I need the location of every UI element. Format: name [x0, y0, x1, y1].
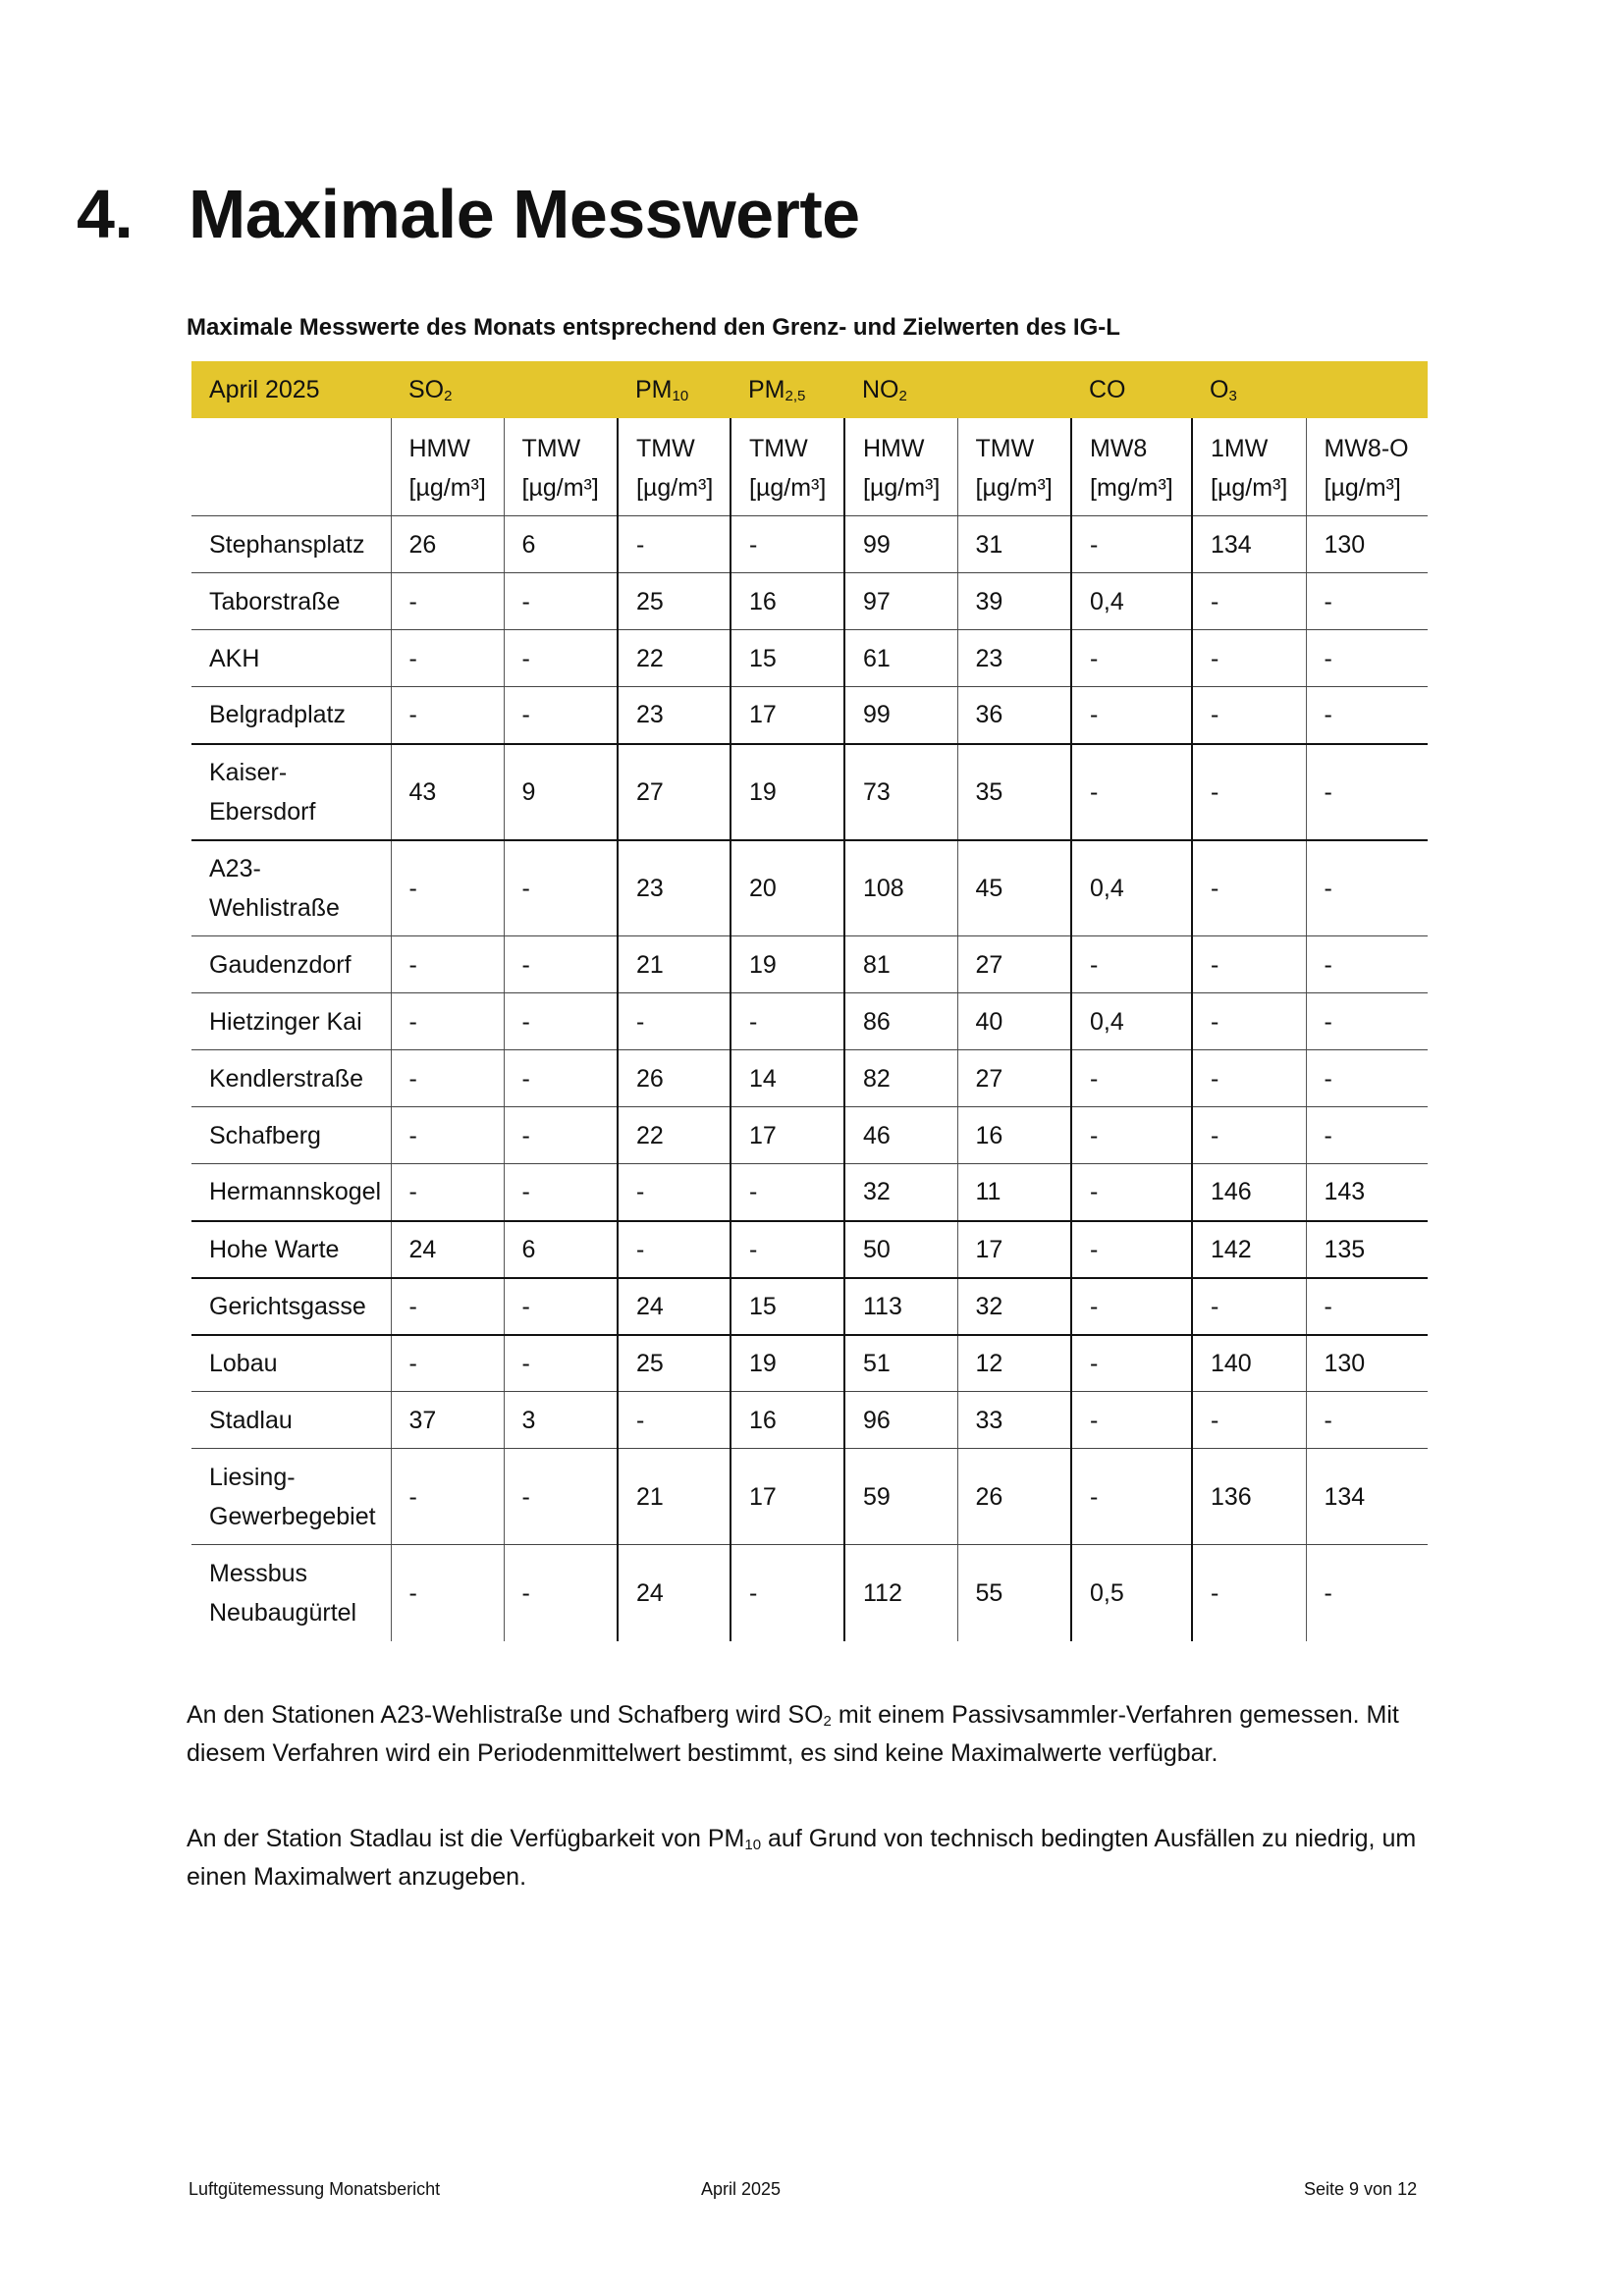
value-cell: 32 — [844, 1164, 957, 1221]
value-cell: - — [618, 1164, 731, 1221]
header-metric-label: 1MW — [1211, 434, 1269, 462]
value-cell: - — [504, 993, 618, 1050]
value-cell: 61 — [844, 630, 957, 687]
value-cell: - — [391, 1107, 504, 1164]
table-row — [191, 1164, 1428, 1221]
value-cell: - — [1306, 840, 1428, 936]
header-metric-unit: [µg/m³] — [408, 473, 486, 502]
value-cell: - — [1071, 630, 1192, 687]
footer-month: April 2025 — [701, 2179, 782, 2199]
value-cell: - — [618, 1392, 731, 1449]
value-cell: - — [391, 573, 504, 630]
station-name — [191, 630, 391, 687]
value-cell: - — [504, 1278, 618, 1335]
value-cell: 24 — [391, 1221, 504, 1278]
station-name — [191, 687, 391, 744]
value-cell: - — [1306, 993, 1428, 1050]
station-name-line: Belgradplatz — [209, 701, 346, 729]
header-metric-label: TMW — [749, 434, 808, 462]
value-cell: 86 — [844, 993, 957, 1050]
station-name-line: Gewerbegebiet — [209, 1502, 376, 1530]
value-cell: 9 — [504, 744, 618, 840]
value-cell: 24 — [618, 1545, 731, 1641]
value-cell: 33 — [957, 1392, 1071, 1449]
value-cell: 130 — [1306, 1335, 1428, 1392]
section-title: Maximale Messwerte — [189, 176, 860, 252]
value-cell: 142 — [1192, 1221, 1306, 1278]
value-cell: - — [504, 687, 618, 744]
station-name — [191, 744, 391, 840]
value-cell: - — [1192, 993, 1306, 1050]
max-values-table — [191, 361, 1428, 1641]
value-cell: 23 — [618, 840, 731, 936]
table-row — [191, 573, 1428, 630]
station-name — [191, 1392, 391, 1449]
header-metric — [1306, 418, 1428, 516]
header-no2: $NO_2$ — [844, 361, 1071, 418]
value-cell: - — [1192, 1107, 1306, 1164]
header-metric-unit: [µg/m³] — [1211, 473, 1288, 502]
value-cell: 0,4 — [1071, 573, 1192, 630]
table-row — [191, 1545, 1428, 1641]
value-cell: 43 — [391, 744, 504, 840]
value-cell: 23 — [618, 687, 731, 744]
value-cell: 113 — [844, 1278, 957, 1335]
value-cell: - — [1071, 1278, 1192, 1335]
header-metric — [731, 418, 844, 516]
value-cell: - — [1306, 1545, 1428, 1641]
table-row — [191, 936, 1428, 993]
header-metric-unit: [µg/m³] — [749, 473, 827, 502]
value-cell: - — [1192, 630, 1306, 687]
value-cell: 21 — [618, 1449, 731, 1545]
station-name-line: Messbus — [209, 1559, 308, 1587]
note-so2-passive-sampler: An den Stationen A23-Wehlistraße und Schafberg wird $SO_2$ mit einem Passivsammler-Verfahren gemessen. Mit diesem Verfahren wird ein Periodenmittelwert bestimmt, es sind keine Maximalwerte verfügbar. — [187, 1701, 1399, 1767]
value-cell: 17 — [731, 1449, 844, 1545]
value-cell: 97 — [844, 573, 957, 630]
value-cell: 23 — [957, 630, 1071, 687]
value-cell: - — [1192, 1545, 1306, 1641]
header-metric-unit: [µg/m³] — [975, 473, 1053, 502]
note-stadlau-pm10: An der Station Stadlau ist die Verfügbarkeit von $PM_{10}$ auf Grund von technisch bedingten Ausfällen zu niedrig, um einen Maximalwert anzugeben. — [187, 1825, 1417, 1891]
station-name — [191, 993, 391, 1050]
station-name-line: Neubaugürtel — [209, 1598, 357, 1627]
value-cell: - — [618, 993, 731, 1050]
value-cell: 19 — [731, 744, 844, 840]
table-row — [191, 1449, 1428, 1545]
value-cell: 99 — [844, 516, 957, 573]
value-cell: 81 — [844, 936, 957, 993]
header-so2: $SO_2$ — [391, 361, 618, 418]
value-cell: 3 — [504, 1392, 618, 1449]
header-metric-unit: [µg/m³] — [1324, 473, 1401, 502]
station-name-line: Gaudenzdorf — [209, 950, 352, 979]
station-name-line: Liesing- — [209, 1463, 296, 1491]
value-cell: 46 — [844, 1107, 957, 1164]
header-station-blank — [191, 418, 391, 516]
table-header-pollutants — [191, 361, 1428, 418]
value-cell: 45 — [957, 840, 1071, 936]
station-name-line: Hermannskogel — [209, 1178, 382, 1206]
section-number: 4. — [77, 176, 134, 252]
table-row — [191, 744, 1428, 840]
value-cell: - — [1071, 1449, 1192, 1545]
station-name — [191, 1278, 391, 1335]
value-cell: - — [391, 840, 504, 936]
value-cell: - — [1306, 1107, 1428, 1164]
value-cell: - — [1306, 1392, 1428, 1449]
value-cell: 31 — [957, 516, 1071, 573]
station-name-line: Schafberg — [209, 1121, 321, 1149]
table-row — [191, 993, 1428, 1050]
value-cell: 130 — [1306, 516, 1428, 573]
value-cell: - — [1306, 936, 1428, 993]
value-cell: 0,4 — [1071, 993, 1192, 1050]
value-cell: 108 — [844, 840, 957, 936]
value-cell: - — [1071, 516, 1192, 573]
value-cell: 21 — [618, 936, 731, 993]
value-cell: 16 — [731, 1392, 844, 1449]
header-metric-unit: [µg/m³] — [521, 473, 599, 502]
value-cell: 15 — [731, 1278, 844, 1335]
station-name-line: Gerichtsgasse — [209, 1292, 366, 1320]
table-caption: Maximale Messwerte des Monats entsprechend den Grenz- und Zielwerten des IG-L — [187, 314, 1120, 341]
value-cell: 17 — [731, 687, 844, 744]
value-cell: - — [391, 1050, 504, 1107]
station-name-line: Stadlau — [209, 1406, 293, 1434]
value-cell: - — [1071, 1392, 1192, 1449]
value-cell: 73 — [844, 744, 957, 840]
value-cell: - — [1071, 936, 1192, 993]
table-row — [191, 1107, 1428, 1164]
value-cell: 134 — [1306, 1449, 1428, 1545]
value-cell: - — [1071, 1335, 1192, 1392]
value-cell: 6 — [504, 516, 618, 573]
header-period: April 2025 — [191, 361, 391, 418]
value-cell: 27 — [957, 936, 1071, 993]
value-cell: 39 — [957, 573, 1071, 630]
header-metric — [957, 418, 1071, 516]
value-cell: 55 — [957, 1545, 1071, 1641]
value-cell: 12 — [957, 1335, 1071, 1392]
value-cell: 26 — [957, 1449, 1071, 1545]
value-cell: 59 — [844, 1449, 957, 1545]
station-name — [191, 1107, 391, 1164]
value-cell: 22 — [618, 1107, 731, 1164]
value-cell: 19 — [731, 1335, 844, 1392]
table-body — [191, 516, 1428, 1641]
table-row — [191, 1392, 1428, 1449]
value-cell: 134 — [1192, 516, 1306, 573]
value-cell: 40 — [957, 993, 1071, 1050]
value-cell: - — [731, 1164, 844, 1221]
header-metric — [844, 418, 957, 516]
value-cell: - — [504, 573, 618, 630]
value-cell: 51 — [844, 1335, 957, 1392]
header-metric-label: TMW — [636, 434, 695, 462]
value-cell: 96 — [844, 1392, 957, 1449]
value-cell: - — [1192, 1278, 1306, 1335]
value-cell: 37 — [391, 1392, 504, 1449]
value-cell: 24 — [618, 1278, 731, 1335]
value-cell: - — [1192, 1392, 1306, 1449]
value-cell: 15 — [731, 630, 844, 687]
table-row — [191, 1050, 1428, 1107]
value-cell: - — [1192, 1050, 1306, 1107]
value-cell: 16 — [957, 1107, 1071, 1164]
header-metric-unit: [mg/m³] — [1090, 473, 1173, 502]
value-cell: 17 — [731, 1107, 844, 1164]
value-cell: - — [1306, 573, 1428, 630]
table-row — [191, 1278, 1428, 1335]
value-cell: 11 — [957, 1164, 1071, 1221]
station-name — [191, 1545, 391, 1641]
value-cell: - — [731, 1545, 844, 1641]
value-cell: 143 — [1306, 1164, 1428, 1221]
value-cell: 19 — [731, 936, 844, 993]
value-cell: - — [391, 1335, 504, 1392]
value-cell: - — [1192, 687, 1306, 744]
station-name-line: Wehlistraße — [209, 893, 340, 922]
value-cell: 50 — [844, 1221, 957, 1278]
value-cell: - — [391, 936, 504, 993]
table-row — [191, 1221, 1428, 1278]
value-cell: - — [1071, 1221, 1192, 1278]
value-cell: 22 — [618, 630, 731, 687]
value-cell: 25 — [618, 1335, 731, 1392]
header-metric-label: TMW — [521, 434, 581, 462]
value-cell: - — [391, 1449, 504, 1545]
value-cell: - — [1306, 687, 1428, 744]
header-o3: $O_3$ — [1192, 361, 1428, 418]
value-cell: - — [1192, 573, 1306, 630]
value-cell: 25 — [618, 573, 731, 630]
header-metric — [1071, 418, 1192, 516]
header-metric — [1192, 418, 1306, 516]
value-cell: - — [731, 1221, 844, 1278]
header-metric-label: MW8-O — [1324, 434, 1409, 462]
value-cell: - — [1192, 840, 1306, 936]
station-name-line: A23- — [209, 854, 261, 882]
station-name — [191, 1449, 391, 1545]
table-row — [191, 687, 1428, 744]
station-name — [191, 573, 391, 630]
value-cell: 135 — [1306, 1221, 1428, 1278]
value-cell: - — [391, 993, 504, 1050]
value-cell: - — [731, 993, 844, 1050]
station-name — [191, 1164, 391, 1221]
value-cell: 0,4 — [1071, 840, 1192, 936]
value-cell: - — [1306, 1278, 1428, 1335]
value-cell: - — [1071, 1107, 1192, 1164]
value-cell: 14 — [731, 1050, 844, 1107]
header-metric-unit: [µg/m³] — [863, 473, 941, 502]
table-row — [191, 840, 1428, 936]
value-cell: - — [504, 1545, 618, 1641]
value-cell: - — [504, 1107, 618, 1164]
value-cell: - — [504, 936, 618, 993]
station-name-line: Hohe Warte — [209, 1235, 340, 1263]
header-co: CO — [1071, 361, 1192, 418]
station-name-line: Hietzinger Kai — [209, 1007, 362, 1036]
value-cell: - — [1306, 744, 1428, 840]
footer-page-number: Seite 9 von 12 — [1304, 2179, 1418, 2199]
header-pm25: $PM_{2,5}$ — [731, 361, 844, 418]
header-metric-label: MW8 — [1090, 434, 1148, 462]
value-cell: 6 — [504, 1221, 618, 1278]
table-header-metrics — [191, 418, 1428, 516]
footer-report-title: Luftgütemessung Monatsbericht — [189, 2179, 441, 2199]
value-cell: - — [391, 1164, 504, 1221]
value-cell: 16 — [731, 573, 844, 630]
value-cell: - — [504, 1449, 618, 1545]
station-name — [191, 1050, 391, 1107]
page-title — [77, 175, 860, 253]
value-cell: 136 — [1192, 1449, 1306, 1545]
value-cell: - — [504, 840, 618, 936]
value-cell: 99 — [844, 687, 957, 744]
value-cell: 17 — [957, 1221, 1071, 1278]
value-cell: - — [1071, 1050, 1192, 1107]
station-name-line: Ebersdorf — [209, 797, 316, 826]
station-name — [191, 936, 391, 993]
station-name — [191, 840, 391, 936]
header-metric-label: HMW — [408, 434, 470, 462]
header-metric — [504, 418, 618, 516]
station-name-line: Kendlerstraße — [209, 1064, 364, 1093]
value-cell: - — [504, 1335, 618, 1392]
table-row — [191, 516, 1428, 573]
value-cell: - — [1192, 936, 1306, 993]
station-name — [191, 1335, 391, 1392]
value-cell: - — [1192, 744, 1306, 840]
value-cell: - — [391, 630, 504, 687]
value-cell: 36 — [957, 687, 1071, 744]
value-cell: 26 — [391, 516, 504, 573]
value-cell: 146 — [1192, 1164, 1306, 1221]
header-metric-label: HMW — [863, 434, 925, 462]
value-cell: - — [504, 1050, 618, 1107]
value-cell: - — [1306, 1050, 1428, 1107]
value-cell: - — [1071, 1164, 1192, 1221]
value-cell: 35 — [957, 744, 1071, 840]
station-name-line: Taborstraße — [209, 587, 341, 615]
value-cell: - — [1306, 630, 1428, 687]
value-cell: 0,5 — [1071, 1545, 1192, 1641]
value-cell: - — [1071, 687, 1192, 744]
value-cell: - — [618, 516, 731, 573]
value-cell: - — [504, 1164, 618, 1221]
header-metric — [618, 418, 731, 516]
station-name — [191, 1221, 391, 1278]
station-name-line: Lobau — [209, 1349, 278, 1377]
table-row — [191, 630, 1428, 687]
value-cell: 26 — [618, 1050, 731, 1107]
station-name — [191, 516, 391, 573]
station-name-line: Kaiser- — [209, 758, 288, 786]
value-cell: 112 — [844, 1545, 957, 1641]
value-cell: - — [391, 1278, 504, 1335]
header-metric-label: TMW — [975, 434, 1035, 462]
value-cell: - — [391, 1545, 504, 1641]
table-row — [191, 1335, 1428, 1392]
station-name-line: AKH — [209, 644, 260, 672]
value-cell: - — [391, 687, 504, 744]
header-pm10: $PM_{10}$ — [618, 361, 731, 418]
value-cell: - — [618, 1221, 731, 1278]
header-metric-unit: [µg/m³] — [636, 473, 714, 502]
station-name-line: Stephansplatz — [209, 530, 365, 559]
value-cell: 140 — [1192, 1335, 1306, 1392]
value-cell: 20 — [731, 840, 844, 936]
value-cell: - — [731, 516, 844, 573]
value-cell: 82 — [844, 1050, 957, 1107]
value-cell: 32 — [957, 1278, 1071, 1335]
header-metric — [391, 418, 504, 516]
value-cell: - — [504, 630, 618, 687]
value-cell: 27 — [957, 1050, 1071, 1107]
value-cell: 27 — [618, 744, 731, 840]
value-cell: - — [1071, 744, 1192, 840]
